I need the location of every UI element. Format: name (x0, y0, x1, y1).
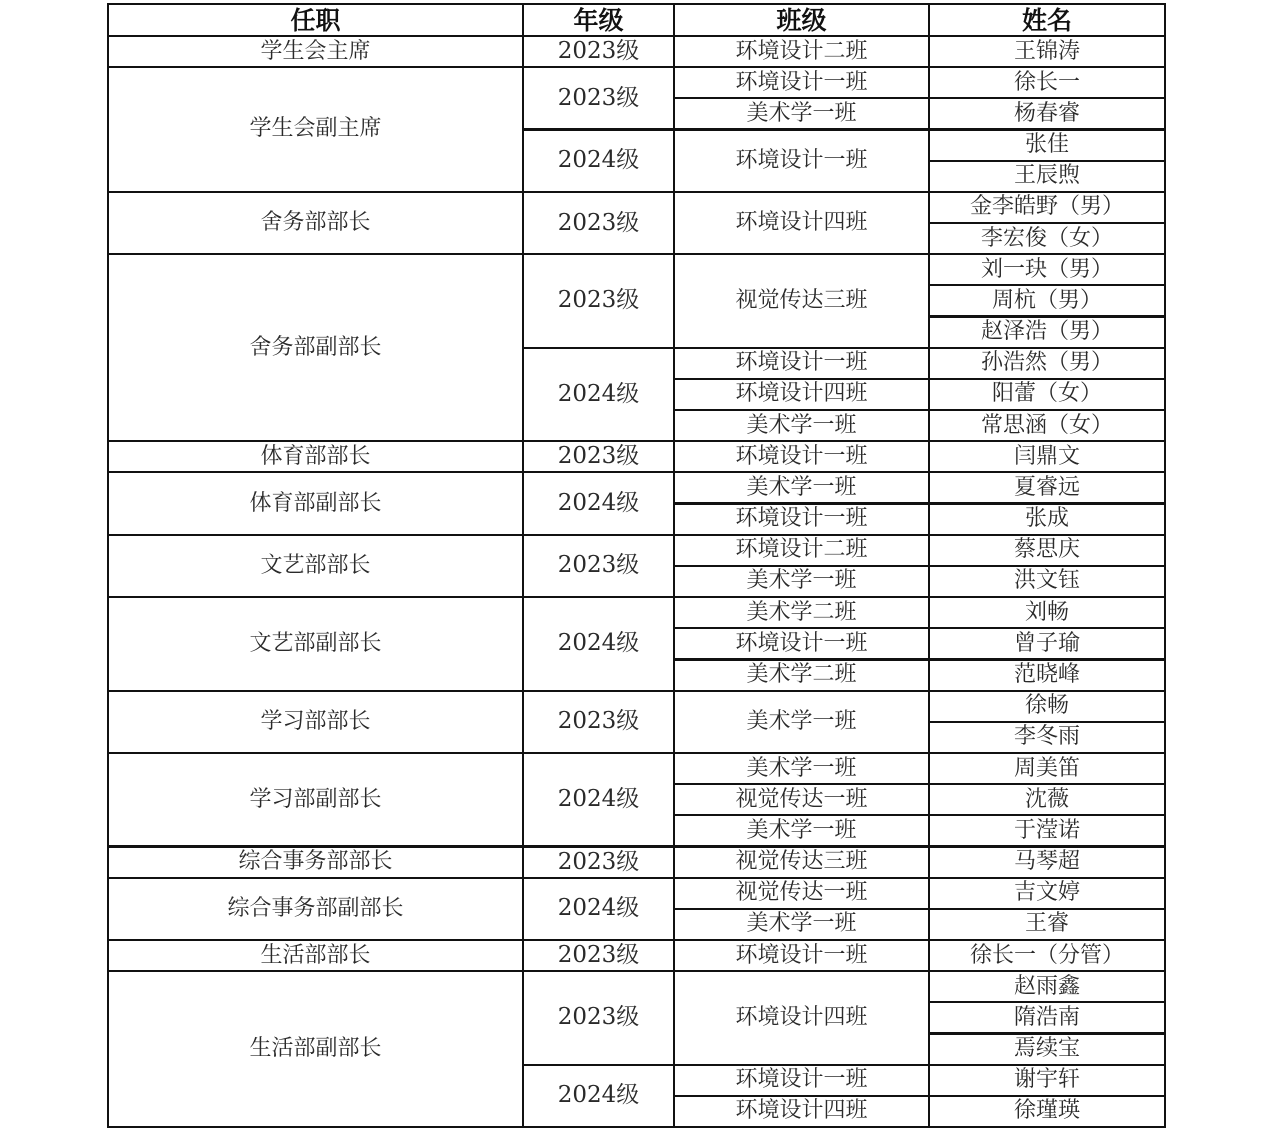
class-cell: 环境设计一班 (735, 147, 868, 173)
name-cell: 张成 (1024, 506, 1069, 532)
grade-cell: 2023级 (557, 942, 640, 969)
position-cell: 学生会主席 (260, 38, 371, 64)
class-cell: 美术学二班 (746, 662, 857, 687)
class-cell: 视觉传达一班 (735, 786, 868, 812)
name-cell: 隋浩南 (1013, 1004, 1080, 1030)
row-divider (108, 1126, 524, 1128)
name-cell: 曾子瑜 (1013, 630, 1080, 656)
name-cell: 阳蕾（女） (991, 381, 1102, 407)
grade-cell: 2023级 (557, 287, 640, 314)
grade-cell: 2024级 (557, 895, 640, 922)
name-cell: 赵泽浩（男） (980, 319, 1113, 345)
class-cell: 环境设计一班 (735, 1067, 868, 1093)
position-cell: 综合事务部部长 (238, 849, 393, 875)
column-divider (928, 3, 930, 1128)
name-cell: 李冬雨 (1013, 724, 1080, 750)
name-cell: 常思涵（女） (980, 412, 1113, 438)
class-cell: 美术学一班 (746, 708, 857, 734)
name-cell: 杨春睿 (1013, 100, 1080, 126)
position-cell: 舍务部副部长 (249, 334, 382, 360)
name-cell: 孙浩然（男） (980, 350, 1113, 376)
class-cell: 环境设计二班 (735, 537, 868, 563)
grade-cell: 2023级 (557, 708, 640, 735)
position-cell: 学习部部长 (260, 708, 371, 734)
name-cell: 王睿 (1024, 911, 1069, 937)
column-divider (1164, 3, 1166, 1128)
name-cell: 闫鼎文 (1013, 443, 1080, 469)
header-grade: 年级 (573, 5, 624, 35)
name-cell: 周杭（男） (991, 287, 1102, 313)
name-cell: 徐长一 (1013, 69, 1080, 95)
grade-cell: 2024级 (557, 630, 640, 657)
class-cell: 环境设计一班 (735, 942, 868, 968)
name-cell: 于滢诺 (1013, 817, 1080, 843)
grade-cell: 2023级 (557, 552, 640, 579)
position-cell: 学习部副部长 (249, 786, 382, 812)
position-cell: 体育部部长 (260, 443, 371, 469)
class-cell: 美术学一班 (746, 755, 857, 781)
name-cell: 蔡思庆 (1013, 537, 1080, 563)
name-cell: 沈薇 (1024, 786, 1069, 812)
header-class: 班级 (776, 5, 827, 35)
name-cell: 马琴超 (1013, 849, 1080, 875)
header-divider (108, 35, 1166, 37)
name-cell: 洪文钰 (1013, 568, 1080, 594)
grade-cell: 2023级 (557, 848, 640, 875)
name-cell: 徐瑾瑛 (1013, 1098, 1080, 1124)
header-position: 任职 (290, 5, 341, 35)
position-cell: 文艺部部长 (260, 552, 371, 578)
name-cell: 徐长一（分管） (969, 942, 1124, 968)
class-cell: 环境设计二班 (735, 38, 868, 64)
grade-cell: 2024级 (557, 1082, 640, 1109)
column-divider (673, 3, 675, 1128)
position-cell: 学生会副主席 (249, 116, 382, 142)
row-divider (674, 1126, 930, 1128)
name-cell: 刘一玦（男） (980, 256, 1113, 282)
name-cell: 王锦涛 (1013, 38, 1080, 64)
grade-cell: 2024级 (557, 490, 640, 517)
class-cell: 视觉传达三班 (735, 287, 868, 313)
position-cell: 综合事务部副部长 (227, 895, 404, 921)
position-cell: 文艺部副部长 (249, 630, 382, 656)
class-cell: 环境设计一班 (735, 443, 868, 469)
class-cell: 视觉传达一班 (735, 880, 868, 906)
class-cell: 环境设计四班 (735, 210, 868, 235)
class-cell: 环境设计一班 (735, 630, 868, 656)
position-cell: 生活部副部长 (249, 1036, 382, 1062)
grade-cell: 2024级 (557, 147, 640, 174)
name-cell: 金李皓野（男） (969, 194, 1124, 220)
class-cell: 环境设计四班 (735, 381, 868, 407)
name-cell: 夏睿远 (1013, 474, 1080, 500)
position-cell: 生活部部长 (260, 942, 371, 968)
position-cell: 体育部副部长 (249, 490, 382, 516)
class-cell: 美术学一班 (746, 911, 857, 937)
column-divider (522, 3, 524, 1128)
position-cell: 舍务部部长 (260, 210, 371, 235)
name-cell: 焉续宝 (1013, 1036, 1080, 1062)
grade-cell: 2023级 (557, 84, 640, 111)
class-cell: 环境设计一班 (735, 350, 868, 376)
header-name: 姓名 (1021, 5, 1072, 35)
name-cell: 徐畅 (1024, 693, 1069, 719)
name-cell: 谢宇轩 (1013, 1067, 1080, 1093)
grade-cell: 2024级 (557, 786, 640, 813)
name-cell: 王辰煦 (1013, 163, 1080, 189)
name-cell: 刘畅 (1024, 599, 1069, 625)
name-cell: 张佳 (1024, 132, 1069, 158)
row-divider (929, 1126, 1166, 1128)
name-cell: 吉文婷 (1013, 880, 1080, 906)
table-top-border (108, 3, 1166, 5)
class-cell: 环境设计四班 (735, 1004, 868, 1030)
class-cell: 美术学二班 (746, 599, 857, 625)
name-cell: 范晓峰 (1013, 662, 1080, 687)
class-cell: 环境设计四班 (735, 1098, 868, 1124)
class-cell: 环境设计一班 (735, 69, 868, 95)
column-divider (107, 3, 109, 1128)
grade-cell: 2023级 (557, 38, 640, 65)
class-cell: 美术学一班 (746, 817, 857, 843)
class-cell: 美术学一班 (746, 474, 857, 500)
name-cell: 李宏俊（女） (980, 225, 1113, 251)
row-divider (523, 1126, 675, 1128)
class-cell: 美术学一班 (746, 412, 857, 438)
grade-cell: 2023级 (557, 1004, 640, 1031)
name-cell: 赵雨鑫 (1013, 973, 1080, 999)
class-cell: 环境设计一班 (735, 506, 868, 532)
class-cell: 视觉传达三班 (735, 849, 868, 875)
name-cell: 周美笛 (1013, 755, 1080, 781)
grade-cell: 2023级 (557, 443, 640, 470)
class-cell: 美术学一班 (746, 568, 857, 594)
grade-cell: 2023级 (557, 209, 640, 236)
class-cell: 美术学一班 (746, 100, 857, 126)
grade-cell: 2024级 (557, 380, 640, 407)
